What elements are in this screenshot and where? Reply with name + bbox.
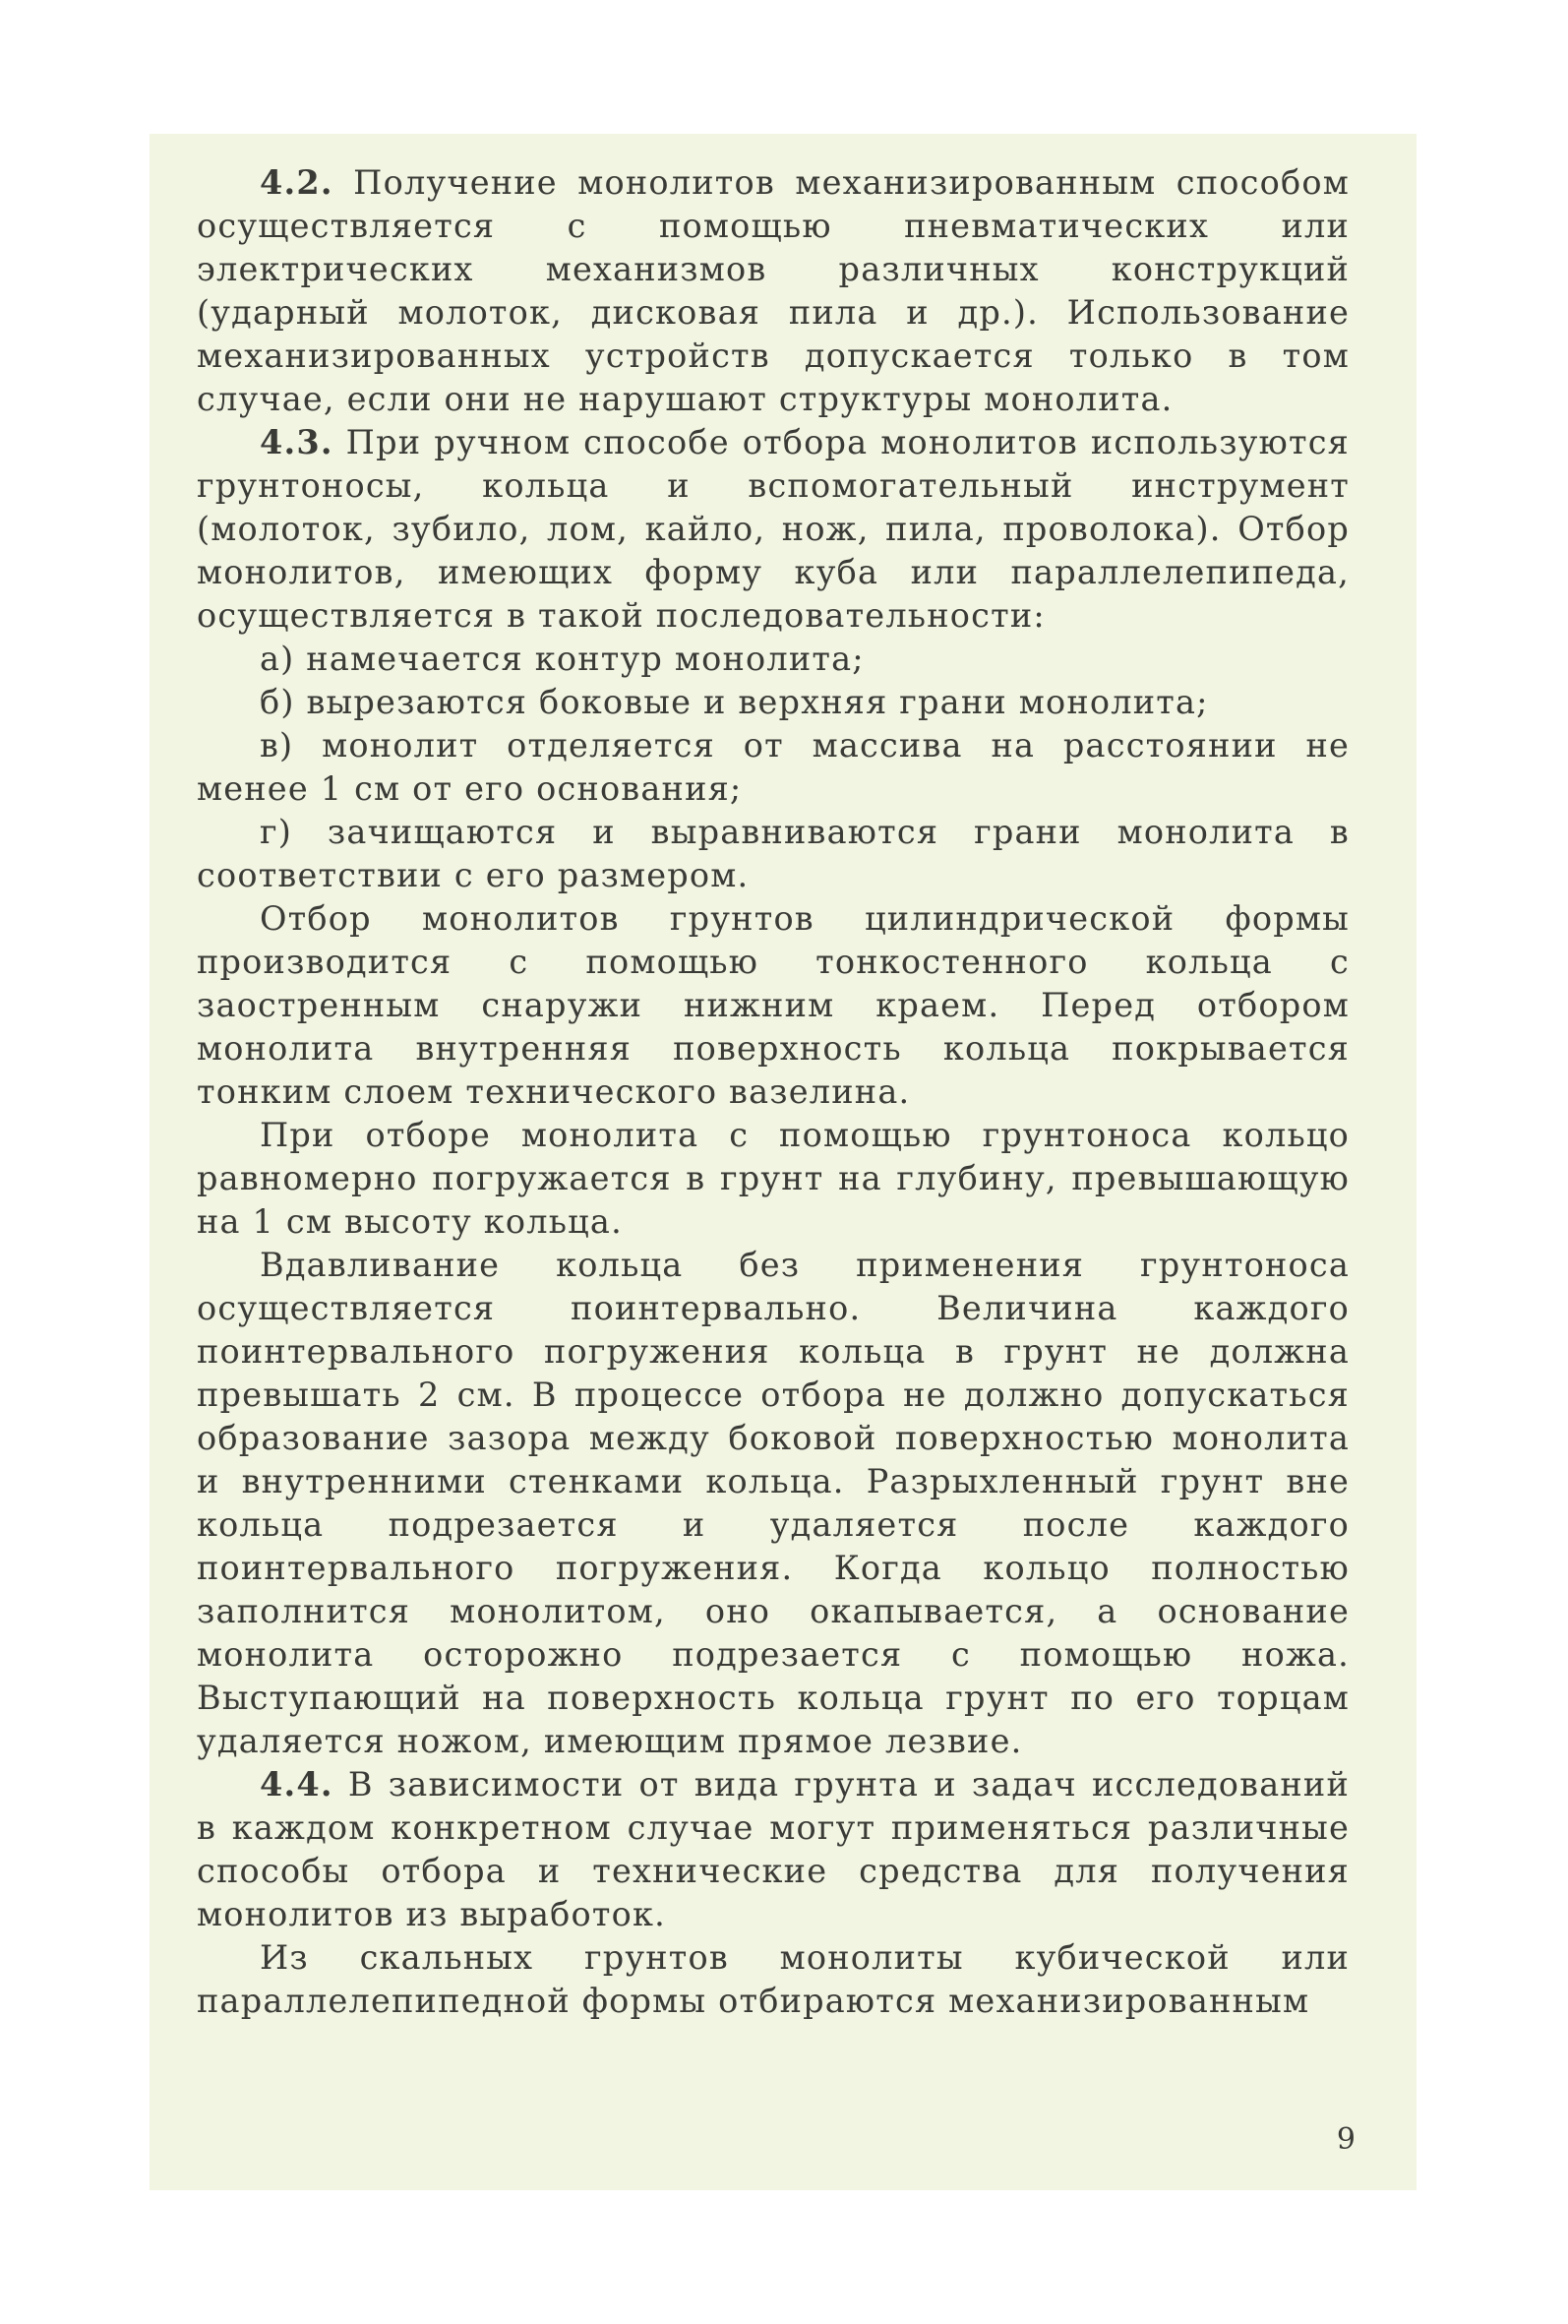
paragraph-cylinder	[197, 897, 1350, 1114]
body-text	[197, 161, 1350, 2023]
paragraph-sampler	[197, 1114, 1350, 1244]
list-item-b	[197, 681, 1350, 724]
paragraph-4-4	[197, 1763, 1350, 1936]
paragraph-text: Вдавливание кольца без применения грунтоноса осуществляется поинтервально. Величина каждого поинтервального погружения кольца в грунт не должна превышать 2 см. В процессе отбора не должно допускаться образование зазора между боковой поверхностью монолита и внутренними стенками кольца. Разрыхленный грунт вне кольца подрезается и удаляется после каждого поинтервального погружения. Когда кольцо полностью заполнится монолитом, оно окапывается, а основание монолита осторожно подрезается с помощью ножа. Выступающий на поверхность кольца грунт по его торцам удаляется ножом, имеющим прямое лезвие.	[197, 1246, 1350, 1760]
list-item-text: а) намечается контур монолита;	[260, 640, 865, 678]
section-number: 4.2.	[260, 163, 333, 202]
list-item-g	[197, 811, 1350, 897]
paragraph-4-2	[197, 161, 1350, 421]
paragraph-text: Из скальных грунтов монолиты кубической или параллелепипедной формы отбираются механизированным	[197, 1938, 1350, 2020]
list-item-v	[197, 724, 1350, 811]
paragraph-text: Получение монолитов механизированным способом осуществляется с помощью пневматических или электрических механизмов различных конструкций (ударный молоток, дисковая пила и др.). Использование механизированных устройств допускается только в том случае, если они не нарушают структуры монолита.	[197, 163, 1350, 418]
section-number: 4.3.	[260, 423, 333, 461]
paragraph-4-3	[197, 421, 1350, 638]
paragraph-text: В зависимости от вида грунта и задач исследований в каждом конкретном случае могут применяться различные способы отбора и технические средства для получения монолитов из выработок.	[197, 1765, 1350, 1933]
paragraph-text: При ручном способе отбора монолитов используются грунтоносы, кольца и вспомогательный инструмент (молоток, зубило, лом, кайло, нож, пила, проволока). Отбор монолитов, имеющих форму куба или параллелепипеда, осуществляется в такой последовательности:	[197, 423, 1350, 635]
document-page	[150, 134, 1417, 2190]
list-item-text: г) зачищаются и выравниваются грани монолита в соответствии с его размером.	[197, 813, 1350, 894]
paragraph-pressing	[197, 1244, 1350, 1763]
list-item-a	[197, 638, 1350, 681]
list-item-text: б) вырезаются боковые и верхняя грани монолита;	[260, 683, 1209, 721]
list-item-text: в) монолит отделяется от массива на расстоянии не менее 1 см от его основания;	[197, 726, 1350, 808]
section-number: 4.4.	[260, 1765, 333, 1804]
paragraph-text: При отборе монолита с помощью грунтоноса кольцо равномерно погружается в грунт на глубину, превышающую на 1 см высоту кольца.	[197, 1116, 1350, 1241]
page-number: 9	[1336, 2122, 1356, 2157]
paragraph-rock	[197, 1936, 1350, 2023]
paragraph-text: Отбор монолитов грунтов цилиндрической формы производится с помощью тонкостенного кольца с заостренным снаружи нижним краем. Перед отбором монолита внутренняя поверхность кольца покрывается тонким слоем технического вазелина.	[197, 899, 1350, 1111]
